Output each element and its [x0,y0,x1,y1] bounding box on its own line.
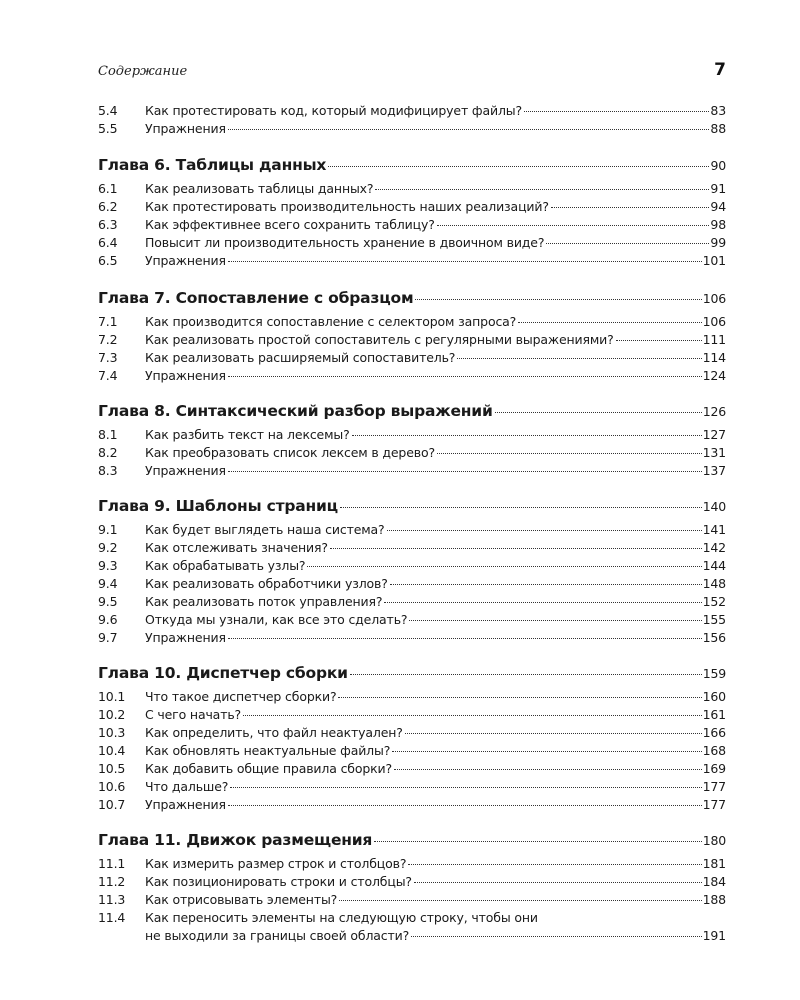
dot-leader [457,358,701,359]
section-number: 7.1 [98,314,118,329]
section-title: Как реализовать таблицы данных? [145,181,374,196]
toc-entry-6-5[interactable] [98,253,726,271]
dot-leader [409,620,701,621]
section-number: 11.1 [98,856,126,871]
section-title: С чего начать? [145,707,242,722]
section-page: 144 [702,558,726,573]
dot-leader [339,900,701,901]
toc-entry-7-4[interactable] [98,368,726,386]
dot-leader [228,261,702,262]
section-page: 160 [702,689,726,704]
section-page: 131 [702,445,726,460]
section-title: Как реализовать обработчики узлов? [145,576,388,591]
section-title: Как отрисовывать элементы? [145,892,338,907]
section-page: 152 [702,594,726,609]
chapter-page: 159 [702,666,726,681]
section-title: Как эффективнее всего сохранить таблицу? [145,217,435,232]
toc-chapter-8[interactable] [98,402,726,424]
toc-chapter-11[interactable] [98,831,726,853]
toc-entry-7-2[interactable] [98,332,726,350]
dot-leader [616,340,702,341]
section-title: Как измерить размер строк и столбцов? [145,856,407,871]
section-page: 184 [702,874,726,889]
section-page: 106 [702,314,726,329]
toc-entry-7-1[interactable] [98,314,726,332]
section-number: 11.2 [98,874,126,889]
section-number: 10.1 [98,689,126,704]
dot-leader [411,936,701,937]
section-page: 98 [710,217,726,232]
chapter-page: 126 [702,404,726,419]
section-title: Что дальше? [145,779,229,794]
section-page: 83 [710,103,726,118]
toc-entry-9-5[interactable] [98,594,726,612]
chapter-page: 140 [702,499,726,514]
toc-entry-10-7[interactable] [98,797,726,815]
dot-leader [228,129,710,130]
dot-leader [338,697,701,698]
toc-entry-8-2[interactable] [98,445,726,463]
toc-entry-11-1[interactable] [98,856,726,874]
dot-leader [228,805,702,806]
section-number: 5.5 [98,121,118,136]
section-number: 10.2 [98,707,126,722]
section-number: 5.4 [98,103,118,118]
dot-leader [352,435,702,436]
dot-leader [307,566,701,567]
section-page: 101 [702,253,726,268]
dot-leader [375,189,709,190]
toc-entry-10-2[interactable] [98,707,726,725]
section-number: 6.1 [98,181,118,196]
toc-entry-9-6[interactable] [98,612,726,630]
section-number: 8.3 [98,463,118,478]
section-title: Как реализовать поток управления? [145,594,383,609]
dot-leader [414,882,702,883]
dot-leader [243,715,702,716]
dot-leader [390,584,702,585]
section-page: 94 [710,199,726,214]
toc-entry-6-2[interactable] [98,199,726,217]
section-title: Откуда мы узнали, как все это сделать? [145,612,408,627]
section-number: 9.6 [98,612,118,627]
dot-leader [394,769,702,770]
section-number: 7.2 [98,332,118,347]
section-page: 91 [710,181,726,196]
section-title: Упражнения [145,797,226,812]
dot-leader [518,322,701,323]
toc-entry-9-2[interactable] [98,540,726,558]
section-page: 142 [702,540,726,555]
dot-leader [340,507,702,508]
dot-leader [228,638,702,639]
dot-leader [328,166,709,167]
dot-leader [387,530,702,531]
section-title: Как протестировать производительность наших реализаций? [145,199,549,214]
section-title: Упражнения [145,121,226,136]
dot-leader [230,787,701,788]
section-number: 9.4 [98,576,118,591]
section-page: 124 [702,368,726,383]
section-page: 141 [702,522,726,537]
section-title: Упражнения [145,368,226,383]
section-number: 10.6 [98,779,126,794]
section-page: 188 [702,892,726,907]
section-number: 10.5 [98,761,126,776]
section-number: 10.7 [98,797,126,812]
section-title: Как будет выглядеть наша система? [145,522,385,537]
section-page: 191 [702,928,726,943]
section-title: Как обновлять неактуальные файлы? [145,743,391,758]
chapter-title: Глава 10. Диспетчер сборки [98,664,348,682]
section-page: 88 [710,121,726,136]
section-title-line-2: не выходили за границы своей области? [145,928,410,943]
section-title: Упражнения [145,463,226,478]
section-page: 166 [702,725,726,740]
section-title: Что такое диспетчер сборки? [145,689,337,704]
dot-leader [228,376,702,377]
toc-entry-11-3[interactable] [98,892,726,910]
section-title: Повысит ли производительность хранение в двоичном виде? [145,235,545,250]
toc-entry-9-7[interactable] [98,630,726,648]
toc-entry-6-1[interactable] [98,181,726,199]
section-number: 9.2 [98,540,118,555]
section-title: Как разбить текст на лексемы? [145,427,350,442]
section-page: 114 [702,350,726,365]
section-title: Как определить, что файл неактуален? [145,725,403,740]
section-title: Как отслеживать значения? [145,540,328,555]
section-number: 7.3 [98,350,118,365]
chapter-page: 180 [702,833,726,848]
dot-leader [415,299,701,300]
section-title: Как протестировать код, который модифицирует файлы? [145,103,522,118]
section-number: 6.5 [98,253,118,268]
section-page: 177 [702,797,726,812]
chapter-page: 90 [710,158,726,173]
section-number: 6.4 [98,235,118,250]
dot-leader [330,548,702,549]
section-number: 11.4 [98,910,126,925]
toc-entry-10-4[interactable] [98,743,726,761]
toc-entry-7-3[interactable] [98,350,726,368]
section-number: 10.3 [98,725,126,740]
dot-leader [546,243,709,244]
section-number: 11.3 [98,892,126,907]
section-title: Упражнения [145,253,226,268]
running-title: Содержание [98,64,188,79]
dot-leader [384,602,701,603]
chapter-title: Глава 8. Синтаксический разбор выражений [98,402,493,420]
section-title: Как добавить общие правила сборки? [145,761,392,776]
section-number: 10.4 [98,743,126,758]
section-title: Как реализовать простой сопоставитель с регулярными выражениями? [145,332,614,347]
toc-chapter-10[interactable] [98,664,726,686]
toc-entry-10-5[interactable] [98,761,726,779]
section-number: 7.4 [98,368,118,383]
dot-leader [374,841,702,842]
toc-entry-11-4-continued[interactable] [98,928,726,946]
toc-entry-10-6[interactable] [98,779,726,797]
toc-entry-9-4[interactable] [98,576,726,594]
section-page: 168 [702,743,726,758]
section-title: Как производится сопоставление с селектором запроса? [145,314,517,329]
chapter-title: Глава 7. Сопоставление с образцом [98,289,414,307]
toc-chapter-6[interactable] [98,156,726,178]
section-page: 156 [702,630,726,645]
section-number: 6.2 [98,199,118,214]
toc-chapter-7[interactable] [98,289,726,311]
toc-entry-9-1[interactable] [98,522,726,540]
chapter-title: Глава 6. Таблицы данных [98,156,327,174]
toc-entry-6-3[interactable] [98,217,726,235]
page-number: 7 [714,60,726,80]
toc-entry-6-4[interactable] [98,235,726,253]
section-page: 111 [702,332,726,347]
section-number: 8.2 [98,445,118,460]
dot-leader [437,453,702,454]
section-number: 6.3 [98,217,118,232]
toc-entry-10-1[interactable] [98,689,726,707]
section-number: 9.3 [98,558,118,573]
dot-leader [392,751,701,752]
section-page: 155 [702,612,726,627]
chapter-title: Глава 9. Шаблоны страниц [98,497,338,515]
section-title: Как обрабатывать узлы? [145,558,306,573]
dot-leader [437,225,710,226]
section-title: Как преобразовать список лексем в дерево? [145,445,435,460]
section-page: 127 [702,427,726,442]
section-title: Как позиционировать строки и столбцы? [145,874,412,889]
toc-entry-11-2[interactable] [98,874,726,892]
dot-leader [524,111,709,112]
section-page: 99 [710,235,726,250]
section-page: 137 [702,463,726,478]
chapter-title: Глава 11. Движок размещения [98,831,373,849]
section-page: 181 [702,856,726,871]
section-number: 9.5 [98,594,118,609]
section-number: 9.7 [98,630,118,645]
toc-entry-8-1[interactable] [98,427,726,445]
running-header [98,60,726,84]
toc-entry-10-3[interactable] [98,725,726,743]
section-title: Как реализовать расширяемый сопоставитель? [145,350,456,365]
dot-leader [551,207,710,208]
toc-entry-9-3[interactable] [98,558,726,576]
dot-leader [405,733,702,734]
dot-leader [408,864,701,865]
toc-chapter-9[interactable] [98,497,726,519]
section-title: Упражнения [145,630,226,645]
dot-leader [350,674,702,675]
section-page: 177 [702,779,726,794]
section-number: 8.1 [98,427,118,442]
section-page: 161 [702,707,726,722]
section-number: 9.1 [98,522,118,537]
section-title-line-1: Как переносить элементы на следующую строку, чтобы они [145,910,538,925]
section-page: 169 [702,761,726,776]
toc-entry-5-5[interactable] [98,121,726,139]
dot-leader [495,412,702,413]
dot-leader [228,471,702,472]
toc-entry-5-4[interactable] [98,103,726,121]
chapter-page: 106 [702,291,726,306]
toc-entry-11-4[interactable] [98,910,726,928]
section-page: 148 [702,576,726,591]
toc-entry-8-3[interactable] [98,463,726,481]
